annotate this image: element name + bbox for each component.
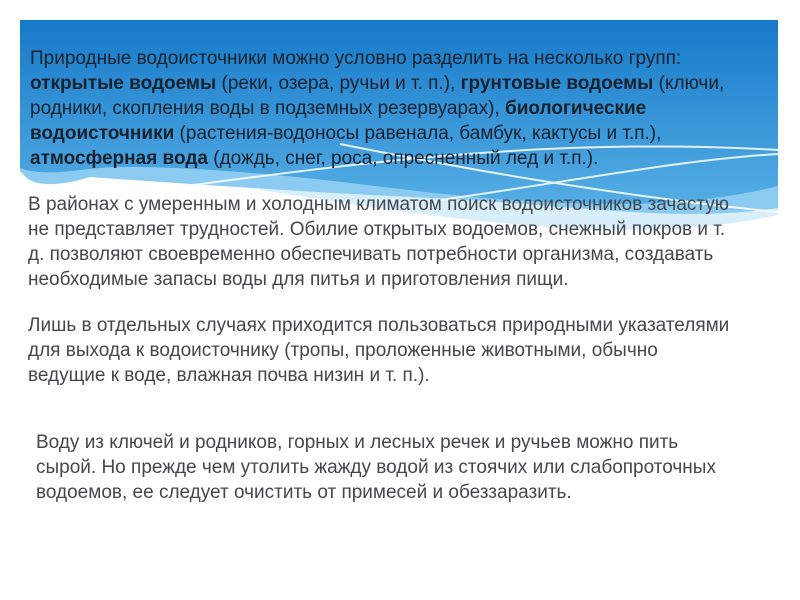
text-segment: ведущие к воде, влажная почва низин и т. п.). — [28, 365, 430, 386]
text-segment: (реки, озера, ручьи и т. п.), — [216, 73, 461, 94]
text-line — [28, 267, 729, 292]
text-line — [36, 430, 716, 455]
text-line — [30, 146, 724, 171]
text-segment: для выхода к водоисточнику (тропы, проложенные животными, обычно — [28, 340, 658, 361]
bold-text-segment: биологические — [505, 98, 647, 119]
paragraph-water-purification — [36, 430, 716, 505]
bold-text-segment: открытые водоемы — [30, 73, 217, 94]
text-line — [36, 455, 716, 480]
text-segment: д. позволяют своевременно обеспечивать потребности организма, создавать — [28, 244, 714, 265]
text-segment: В районах с умеренным и холодным климатом поиск водоисточников зачастую — [28, 194, 730, 215]
text-line — [28, 217, 729, 242]
text-segment: (дождь, снег, роса, опресненный лед и т.п.). — [207, 148, 599, 169]
bold-text-segment: атмосферная вода — [30, 148, 208, 169]
paragraph-temperate-climate — [28, 192, 729, 292]
bold-text-segment: водоисточники — [30, 123, 175, 144]
text-segment: Воду из ключей и родников, горных и лесных речек и ручьев можно пить — [36, 432, 679, 453]
text-segment: родники, скопления воды в подземных резервуарах), — [30, 98, 505, 119]
text-line — [28, 242, 729, 267]
paragraph-intro — [30, 46, 724, 171]
text-segment: сырой. Но прежде чем утолить жажду водой из стоячих или слабопроточных — [36, 457, 716, 478]
text-segment: необходимые запасы воды для питья и приготовления пищи. — [28, 269, 569, 290]
text-line — [30, 46, 724, 71]
text-segment: водоемов, ее следует очистить от примесей и обеззаразить. — [36, 482, 572, 503]
text-line — [30, 96, 724, 121]
text-segment: Лишь в отдельных случаях приходится пользоваться природными указателями — [28, 315, 730, 336]
text-line — [28, 313, 729, 338]
text-line — [30, 71, 724, 96]
paragraph-natural-indicators — [28, 313, 729, 388]
text-segment: (растения-водоносы равенала, бамбук, кактусы и т.п.), — [174, 123, 662, 144]
text-line — [28, 363, 729, 388]
bold-text-segment: грунтовые водоемы — [460, 73, 654, 94]
text-line — [28, 192, 729, 217]
text-segment: не представляет трудностей. Обилие открытых водоемов, снежный покров и т. — [28, 219, 726, 240]
text-segment: (ключи, — [653, 73, 725, 94]
text-segment: Природные водоисточники можно условно разделить на несколько групп: — [30, 48, 682, 69]
text-line — [28, 338, 729, 363]
text-line — [36, 480, 716, 505]
text-line — [30, 121, 724, 146]
